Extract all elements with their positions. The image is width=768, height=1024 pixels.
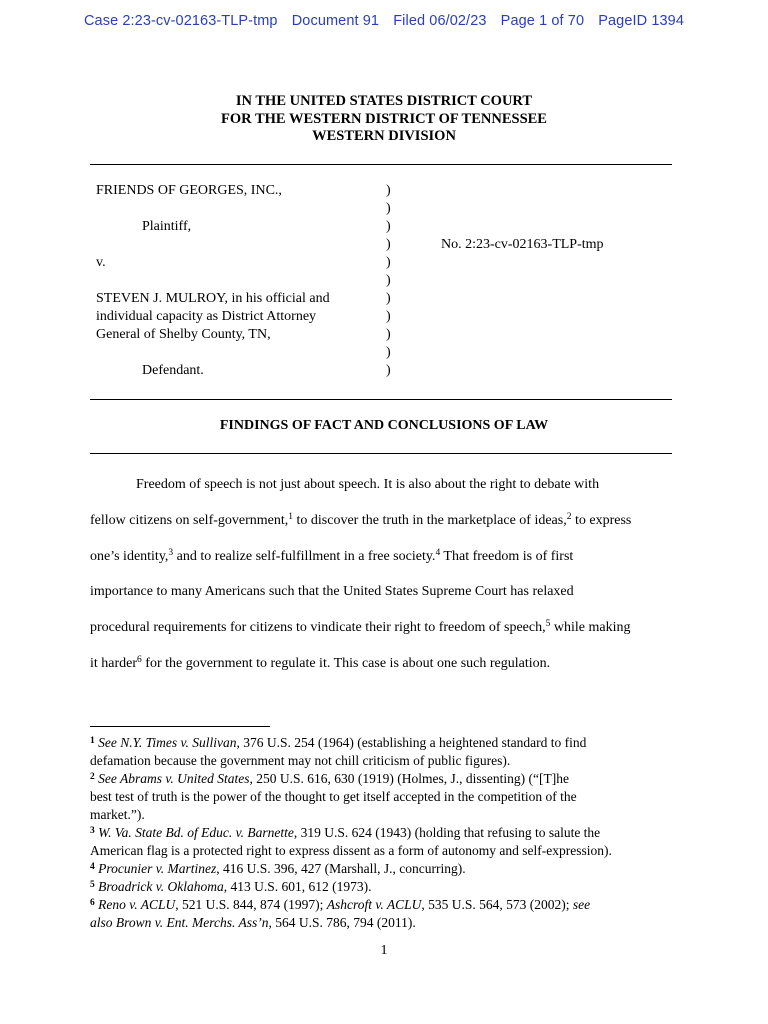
footnote-number: 1 xyxy=(90,736,95,746)
body-line xyxy=(90,474,674,510)
footnote-text: , 535 U.S. 564, 573 (2002); xyxy=(421,897,573,912)
footnote-text: , 416 U.S. 396, 427 (Marshall, J., concurring). xyxy=(216,861,466,876)
case-citation: also Brown v. Ent. Merchs. Ass’n xyxy=(90,915,269,930)
footnote-text: , 319 U.S. 624 (1943) (holding that refusing to salute the xyxy=(293,825,601,840)
page-count: Page 1 of 70 xyxy=(500,13,585,29)
page-id: PageID 1394 xyxy=(598,13,684,29)
document-title: FINDINGS OF FACT AND CONCLUSIONS OF LAW xyxy=(219,418,549,433)
paren: ) xyxy=(386,219,391,234)
paren: ) xyxy=(386,327,391,342)
filing-header xyxy=(0,13,768,29)
body-text: to discover the truth in the marketplace of ideas, xyxy=(293,512,567,528)
body-text: to express xyxy=(571,512,632,528)
footnote-text: , 564 U.S. 786, 794 (2011). xyxy=(268,915,416,930)
footnote-ref[interactable]: 6 xyxy=(137,654,142,665)
footnote-1-cont xyxy=(90,752,680,770)
defendant-line-1: STEVEN J. MULROY, in his official and xyxy=(96,291,330,306)
footnote-ref[interactable]: 4 xyxy=(435,547,441,558)
footnote-ref[interactable]: 2 xyxy=(566,511,572,522)
body-line xyxy=(90,617,674,653)
paren: ) xyxy=(386,273,391,288)
footnote-number: 5 xyxy=(90,880,95,890)
case-citation: Procunier v. Martinez xyxy=(98,861,217,876)
footnote-number: 2 xyxy=(90,772,95,782)
body-text: importance to many Americans such that the United States Supreme Court has relaxed xyxy=(90,584,574,600)
court-line-1: IN THE UNITED STATES DISTRICT COURT xyxy=(235,93,533,109)
case-citation: see xyxy=(572,897,591,912)
footnote-5 xyxy=(90,878,680,896)
footnote-separator xyxy=(90,726,270,727)
case-citation: See N.Y. Times v. Sullivan xyxy=(98,735,237,750)
body-line xyxy=(90,581,674,617)
caption-bottom-rule xyxy=(90,399,672,400)
body-line xyxy=(90,510,674,546)
paren: ) xyxy=(386,183,391,198)
paren: ) xyxy=(386,345,391,360)
footnote-2-cont xyxy=(90,806,680,824)
footnote-number: 3 xyxy=(90,826,95,836)
footnote-1 xyxy=(90,734,680,752)
title-rule xyxy=(90,453,672,454)
case-citation: Broadrick v. Oklahoma xyxy=(98,879,224,894)
footnote-number: 4 xyxy=(90,862,95,872)
paren: ) xyxy=(386,291,391,306)
footnote-3-cont xyxy=(90,842,680,860)
defendant-line-2: individual capacity as District Attorney xyxy=(96,309,317,324)
footnote-2 xyxy=(90,770,680,788)
footnote-6-cont xyxy=(90,914,680,932)
footnote-text: , 413 U.S. 601, 612 (1973). xyxy=(223,879,372,894)
court-line-2: FOR THE WESTERN DISTRICT OF TENNESSEE xyxy=(221,110,547,127)
body-text: Freedom of speech is not just about speech. It is also about the right to debate with xyxy=(136,477,600,492)
opening-paragraph xyxy=(90,474,674,689)
footnote-2-cont xyxy=(90,788,680,806)
court-heading xyxy=(0,93,768,146)
case-number: No. 2:23-cv-02163-TLP-tmp xyxy=(441,237,604,252)
footnote-ref[interactable]: 5 xyxy=(545,619,551,630)
body-text: one’s identity, xyxy=(90,548,169,564)
case-caption xyxy=(96,182,386,380)
footnote-text: , 376 U.S. 254 (1964) (establishing a heightened standard to find xyxy=(236,735,587,750)
footnote-text: market.”). xyxy=(90,807,145,822)
body-line xyxy=(90,546,674,582)
body-text: and to realize self-fulfillment in a free society. xyxy=(173,548,436,564)
footnote-text: , 521 U.S. 844, 874 (1997); xyxy=(175,897,327,912)
court-line-3: WESTERN DIVISION xyxy=(312,128,456,144)
footnote-ref[interactable]: 3 xyxy=(168,547,174,558)
body-text: for the government to regulate it. This case is about one such regulation. xyxy=(141,655,551,671)
case-number-header: Case 2:23-cv-02163-TLP-tmp xyxy=(83,13,278,29)
filed-date: Filed 06/02/23 xyxy=(393,13,487,29)
case-citation: See Abrams v. United States xyxy=(98,771,250,786)
paren: ) xyxy=(386,363,391,378)
paren: ) xyxy=(386,237,391,252)
caption-top-rule xyxy=(90,164,672,165)
footnote-ref[interactable]: 1 xyxy=(288,511,294,522)
versus: v. xyxy=(96,255,106,270)
body-text: fellow citizens on self-government, xyxy=(90,512,289,528)
paren: ) xyxy=(386,255,391,270)
case-citation: Ashcroft v. ACLU xyxy=(326,897,422,912)
body-text: procedural requirements for citizens to vindicate their right to freedom of speech, xyxy=(90,620,546,636)
plaintiff-role: Plaintiff, xyxy=(142,219,192,234)
paren: ) xyxy=(386,309,391,324)
body-line xyxy=(90,653,674,689)
body-text: while making xyxy=(550,620,631,636)
footnote-6 xyxy=(90,896,680,914)
footnote-4 xyxy=(90,860,680,878)
page-number: 1 xyxy=(380,943,388,958)
footnote-text: American flag is a protected right to express dissent as a form of autonomy and self-expression). xyxy=(90,843,612,858)
body-text: it harder xyxy=(90,655,138,671)
document-number: Document 91 xyxy=(291,13,380,29)
case-citation: Reno v. ACLU xyxy=(98,897,176,912)
paren: ) xyxy=(386,201,391,216)
defendant-line-3: General of Shelby County, TN, xyxy=(96,327,271,342)
footnotes xyxy=(90,734,680,932)
footnote-text: best test of truth is the power of the thought to get itself accepted in the competition of the xyxy=(90,789,577,804)
footnote-3 xyxy=(90,824,680,842)
footnote-text: defamation because the government may not chill criticism of public figures). xyxy=(90,753,511,768)
defendant-role: Defendant. xyxy=(142,363,204,378)
plaintiff-name: FRIENDS OF GEORGES, INC., xyxy=(96,183,282,198)
caption-parentheses xyxy=(386,182,391,380)
footnote-text: , 250 U.S. 616, 630 (1919) (Holmes, J., dissenting) (“[T]he xyxy=(249,771,569,786)
case-citation: W. Va. State Bd. of Educ. v. Barnette xyxy=(98,825,294,840)
footnote-number: 6 xyxy=(90,898,95,908)
body-text: That freedom is of first xyxy=(440,548,574,564)
